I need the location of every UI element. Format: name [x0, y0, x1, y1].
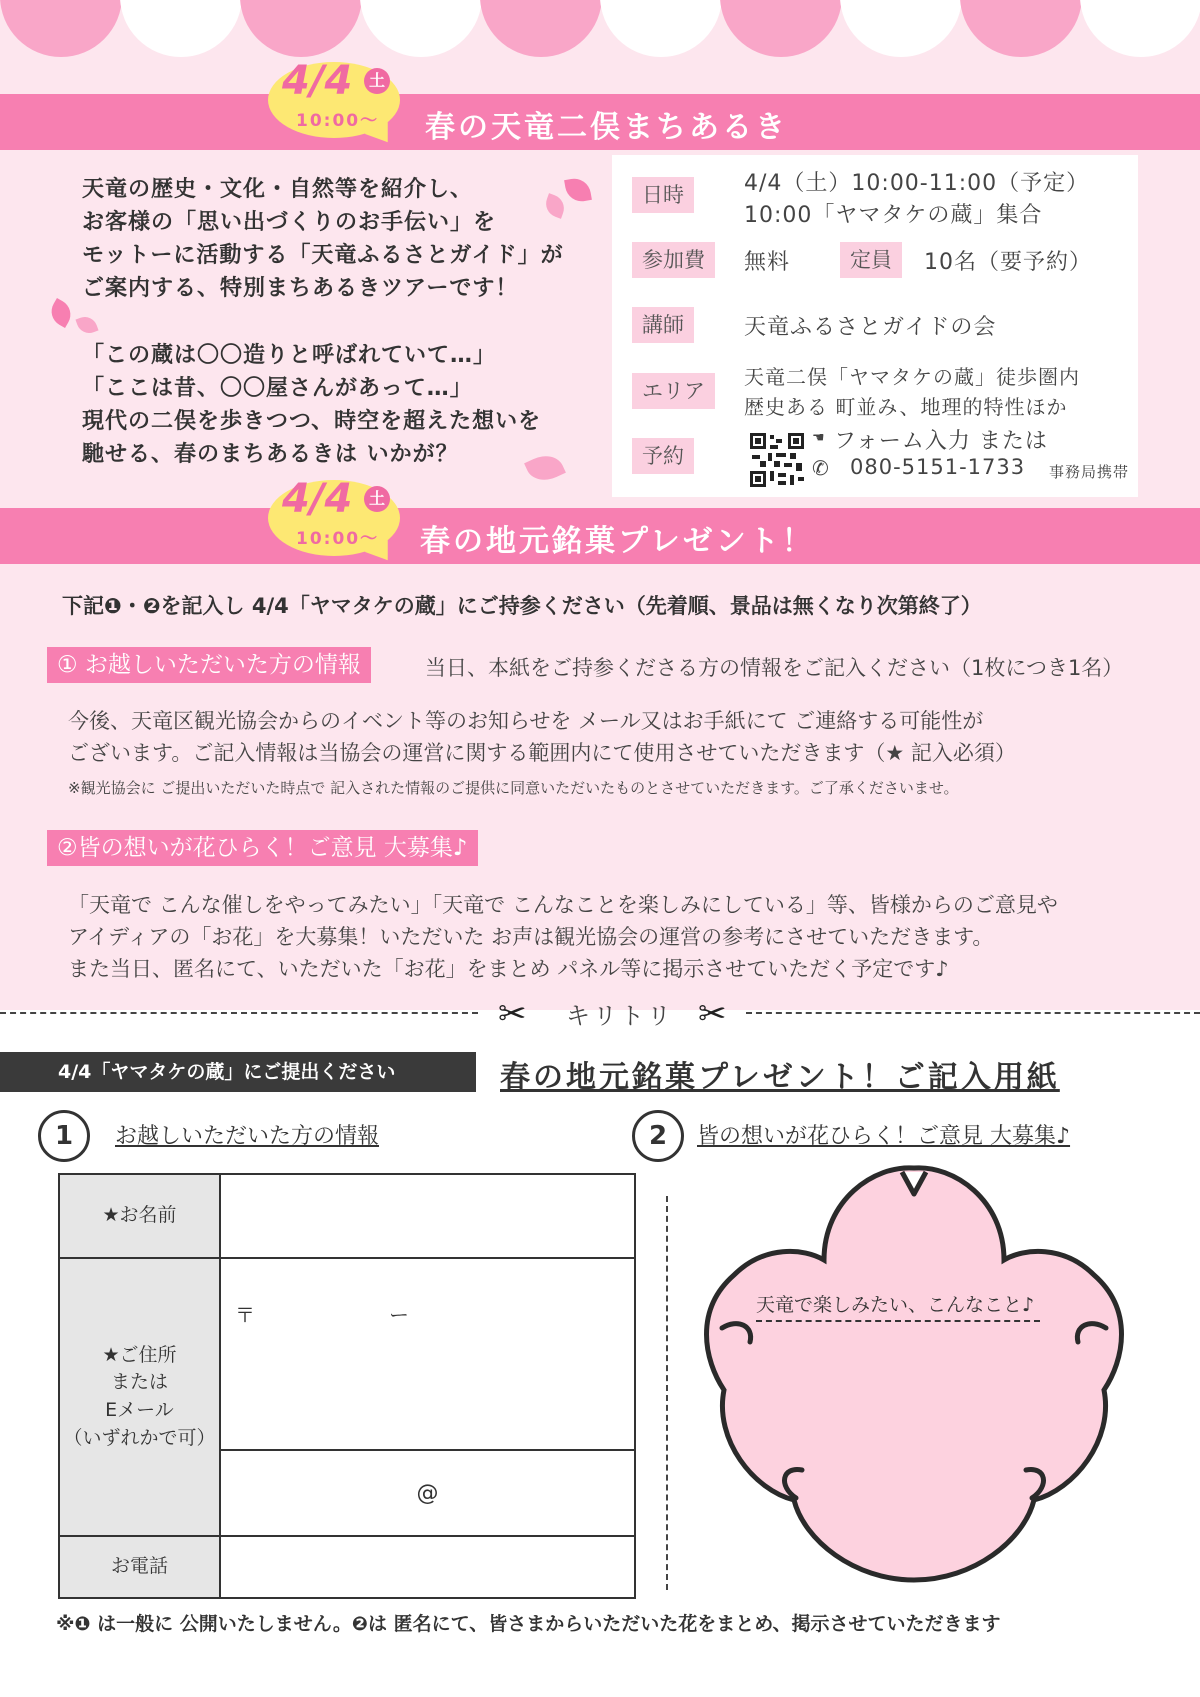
scallop-decoration: [240, 0, 362, 57]
scallop-decoration: [0, 0, 122, 57]
finger-pointer-icon: ☚: [812, 430, 826, 446]
address-field[interactable]: [220, 1258, 635, 1450]
scallop-decoration: [360, 0, 482, 57]
area-label: エリア: [632, 373, 715, 409]
form-footer-note: ※❶ は一般に 公開いたしません。❷は 匿名にて、皆さまからいただいた花をまとめ、掲示させていただきます: [56, 1613, 1001, 1635]
intro-line: ご案内する、特別まちあるきツアーです！: [82, 276, 519, 301]
scallop-decoration: [600, 0, 722, 57]
scissors-icon: ✂: [498, 994, 527, 1034]
quote-line: 「ここは昔、〇〇屋さんがあって…」: [82, 376, 473, 401]
sec1-body: ございます。ご記入情報は当協会の運営に関する範囲内にて使用させていただきます（★ 記入必須）: [68, 741, 1016, 765]
datetime-label: 日時: [632, 177, 694, 213]
postal-dash: ー: [389, 1303, 409, 1327]
scallop-decoration: [960, 0, 1082, 57]
event2-badge-day: 土: [364, 486, 390, 512]
part2-title: 皆の想いが花ひらく！ご意見 大募集♪: [697, 1124, 1071, 1149]
flower-prompt: 天竜で楽しみたい、こんなこと♪: [756, 1294, 1035, 1316]
part1-title: お越しいただいた方の情報: [115, 1124, 380, 1149]
sec2-body: 「天竜で こんな催しをやってみたい」「天竜で こんなことを楽しみにしている」等、皆様からのご意見や: [68, 893, 1058, 917]
part1-number: 1: [38, 1110, 90, 1162]
sec2-label: ②皆の想いが花ひらく！ご意見 大募集♪: [47, 830, 478, 866]
divider: [666, 1196, 668, 1590]
phone-icon: ✆: [812, 456, 830, 480]
sec1-body: 今後、天竜区観光協会からのイベント等のお知らせを メール又はお手紙にて ご連絡する可能性が: [68, 709, 984, 733]
event2-badge-date: 4/4: [282, 476, 353, 522]
address-label-line: Eメール: [105, 1399, 174, 1421]
area-line1: 天竜二俣「ヤマタケの蔵」徒歩圏内: [744, 365, 1080, 389]
email-field[interactable]: [220, 1450, 635, 1536]
guide-label: 講師: [632, 307, 694, 343]
name-label: ★お名前: [59, 1174, 220, 1258]
event1-badge-day: 土: [364, 68, 390, 94]
heart-petal-icon: [542, 193, 568, 219]
heart-petal-icon: [75, 313, 98, 336]
cut-label: キリトリ: [566, 1002, 674, 1030]
intro-line: 天竜の歴史・文化・自然等を紹介し、: [82, 177, 474, 202]
address-label-line: または: [110, 1371, 168, 1394]
scallop-decoration: [120, 0, 242, 57]
capacity-label: 定員: [840, 242, 902, 278]
fee-value: 無料: [744, 250, 791, 275]
scallop-decoration: [480, 0, 602, 57]
event2-instruction: 下記❶・❷を記入し 4/4「ヤマタケの蔵」にご持参ください（先着順、景品は無くなり次第終了）: [62, 594, 982, 618]
cut-line: [0, 1012, 478, 1014]
sec2-body: アイディアの「お花」を大募集！いただいた お声は観光協会の運営の参考にさせていただきます。: [68, 925, 994, 949]
heart-petal-icon: [46, 298, 76, 328]
reserve-phone[interactable]: 080-5151-1733: [850, 455, 1026, 479]
scallop-decoration: [840, 0, 962, 57]
phone-field[interactable]: [220, 1536, 635, 1598]
event2-title: 春の地元銘菓プレゼント！: [420, 524, 815, 559]
datetime-line1: 4/4（土）10:00-11:00（予定）: [744, 171, 1090, 196]
fee-label: 参加費: [632, 242, 715, 278]
event1-title: 春の天竜二俣まちあるき: [425, 110, 788, 145]
event1-badge-time: 10:00〜: [296, 111, 380, 131]
intro-line: お客様の「思い出づくりのお手伝い」を: [82, 210, 497, 235]
flower-prompt-underline: [756, 1320, 1040, 1322]
scissors-icon: ✂: [698, 994, 727, 1034]
event2-badge-time: 10:00〜: [296, 529, 380, 549]
scallop-decoration: [720, 0, 842, 57]
scallop-decoration: [1080, 0, 1200, 57]
heart-petal-icon: [524, 449, 566, 487]
event1-badge-date: 4/4: [282, 58, 353, 104]
sec1-label: ① お越しいただいた方の情報: [47, 647, 371, 683]
quote-line: 馳せる、春のまちあるきは いかが？: [82, 442, 459, 467]
sec1-small-note: ※観光協会に ご提出いただいた時点で 記入された情報のご提供に同意いただいたものとさせていただきます。ご了承くださいませ。: [68, 779, 959, 797]
area-line2: 歴史ある 町並み、地理的特性ほか: [744, 395, 1068, 419]
intro-line: モットーに活動する「天竜ふるさとガイド」が: [82, 243, 564, 268]
reserve-form-text: フォーム入力 または: [834, 429, 1048, 454]
sec2-body: また当日、匿名にて、いただいた「お花」をまとめ パネル等に掲示させていただく予定です♪: [68, 957, 949, 981]
datetime-line2: 10:00「ヤマタケの蔵」集合: [744, 203, 1043, 228]
name-field[interactable]: [220, 1174, 635, 1258]
heart-petal-icon: [564, 176, 592, 204]
quote-line: 現代の二俣を歩きつつ、時空を超えた想いを: [82, 409, 542, 434]
address-label-line: ★ご住所: [102, 1343, 177, 1366]
capacity-value: 10名（要予約）: [924, 250, 1092, 275]
submit-tag: 4/4「ヤマタケの蔵」にご提出ください: [0, 1052, 476, 1092]
reserve-phone-note: 事務局携帯: [1049, 463, 1130, 481]
reserve-label: 予約: [632, 438, 694, 474]
guide-value: 天竜ふるさとガイドの会: [744, 315, 997, 340]
event1-info-box: [612, 155, 1138, 497]
qr-code-icon[interactable]: [748, 431, 806, 489]
opinion-input-area[interactable]: [740, 1330, 1084, 1550]
at-mark: @: [416, 1480, 439, 1506]
address-label-line: （いずれかで可）: [63, 1426, 216, 1449]
info-form-table: [58, 1173, 636, 1599]
address-label: [59, 1258, 220, 1536]
postal-mark: 〒: [235, 1303, 255, 1327]
part2-number: 2: [632, 1110, 684, 1162]
cut-line: [746, 1012, 1200, 1014]
quote-line: 「この蔵は〇〇造りと呼ばれていて…」: [82, 343, 497, 368]
sec1-note: 当日、本紙をご持参くださる方の情報をご記入ください（1枚につき1名）: [425, 656, 1124, 680]
form-title: 春の地元銘菓プレゼント！ご記入用紙: [500, 1060, 1060, 1095]
phone-label: お電話: [59, 1536, 220, 1598]
